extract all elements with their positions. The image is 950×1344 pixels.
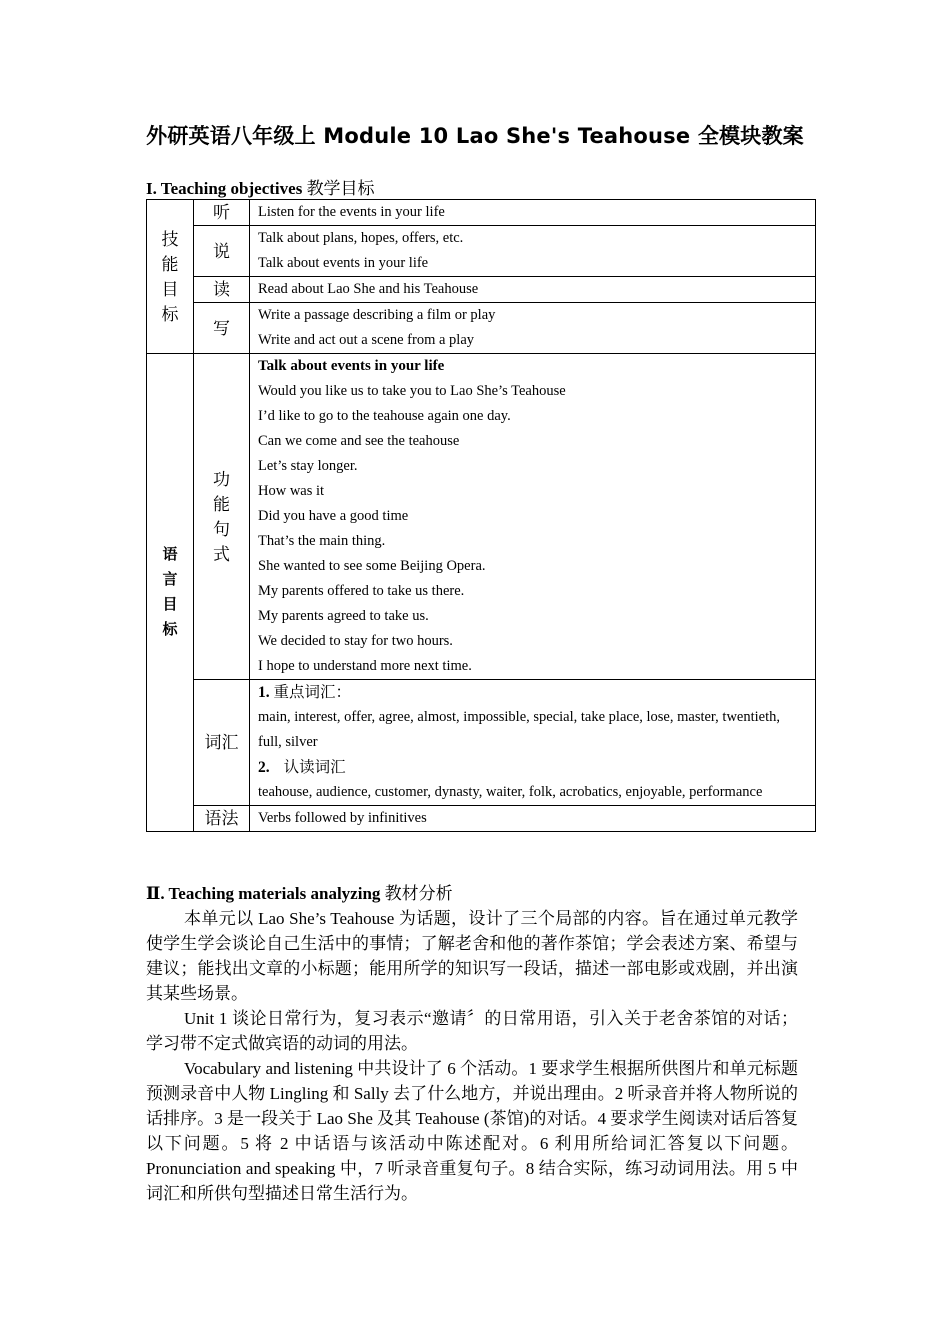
skill-label-speaking: 说: [194, 226, 250, 277]
skills-category-char: 目: [161, 279, 179, 299]
skills-category-char: 能: [161, 254, 179, 274]
analysis-paragraph: Unit 1 谈论日常行为，复习表示“邀请〞的日常用语，引入关于老舍茶馆的对话；学习带不定式做宾语的动词的用法。: [146, 1009, 798, 1053]
section-heading-materials-en: Ⅱ. Teaching materials analyzing: [146, 884, 381, 903]
skill-label-listening: 听: [194, 200, 250, 226]
section-heading-objectives-cn: 教学目标: [302, 179, 375, 198]
grammar-content: [250, 806, 816, 832]
key-vocabulary-heading: [258, 680, 807, 705]
function-sentence: We decided to stay for two hours.: [258, 633, 453, 649]
section-heading-materials-cn: 教材分析: [380, 884, 453, 903]
function-sentence: That’s the main thing.: [258, 533, 386, 549]
analysis-paragraph: Vocabulary and listening 中共设计了 6 个活动。1 要求学生根据所供图片和单元标题预测录音中人物 Lingling 和 Sally 去了什么地方，并说出理由。2 听录音并将人物所说的话排序。3 是一段关于 Lao She 及其 Teahouse (茶馆)的对话。4 要求学生阅读对话后答复以下问题。5 将 2 中话语与该活动中陈述配对。6 利用所给词汇答复以下问题。Pronunciation and speaking 中，7 听录音重复句子。8 结合实际，练习动词用法。用 5 中词汇和所供句型描述日常生活行为。: [146, 1059, 798, 1203]
table-row: [147, 226, 816, 277]
section-heading-objectives-en: I. Teaching objectives: [146, 179, 303, 198]
reading-vocabulary-title: 认读词汇: [283, 759, 346, 776]
skill-content-reading: [250, 277, 816, 303]
objective-line: Listen for the events in your life: [258, 204, 445, 220]
functions-heading: Talk about events in your life: [258, 358, 445, 374]
functions-label-char: 功: [213, 469, 230, 489]
language-category-char: 言: [162, 571, 178, 588]
section-heading-materials: [146, 879, 453, 904]
skills-category-cell: [147, 200, 194, 354]
analysis-paragraph: 本单元以 Lao She’s Teahouse 为话题，设计了三个局部的内容。旨在通过单元教学使学生学会谈论自己生活中的事情；了解老舍和他的著作茶馆；学会表述方案、希望与建议；能找出文章的小标题；能用所学的知识写一段话，描述一部电影或戏剧，并出演其某些场景。: [146, 909, 798, 1003]
vocabulary-label: 词汇: [194, 680, 250, 806]
key-vocabulary-title: 重点词汇：: [269, 684, 352, 701]
functions-label-char: 句: [213, 519, 230, 539]
skill-label-writing: 写: [194, 303, 250, 354]
function-sentence: Let’s stay longer.: [258, 458, 358, 474]
skill-content-listening: [250, 200, 816, 226]
objectives-table: [146, 199, 816, 832]
function-sentence: Would you like us to take you to Lao She’s Teahouse: [258, 383, 566, 399]
skill-content-speaking: [250, 226, 816, 277]
function-sentence: I’d like to go to the teahouse again one day.: [258, 408, 511, 424]
reading-vocabulary-heading: [258, 755, 807, 780]
skills-category-char: 标: [161, 304, 179, 324]
functions-label-cell: [194, 354, 250, 680]
grammar-label: 语法: [194, 806, 250, 832]
table-row: [147, 303, 816, 354]
objective-line: Write and act out a scene from a play: [258, 332, 475, 348]
vocabulary-content: [250, 680, 816, 806]
function-sentence: Can we come and see the teahouse: [258, 433, 460, 449]
functions-content: [250, 354, 816, 680]
page-title: 外研英语八年级上 Module 10 Lao She's Teahouse 全模块教案: [146, 124, 804, 148]
language-category-char: 标: [162, 621, 178, 638]
function-sentence: How was it: [258, 483, 325, 499]
table-row: [147, 354, 816, 680]
table-row: [147, 806, 816, 832]
materials-analysis: [146, 906, 798, 1206]
language-category-char: 目: [162, 596, 178, 613]
grammar-text: Verbs followed by infinitives: [258, 810, 427, 826]
key-vocabulary-number: 1.: [258, 684, 270, 701]
reading-vocabulary-words: teahouse, audience, customer, dynasty, waiter, folk, acrobatics, enjoyable, performance: [258, 784, 763, 800]
functions-label-char: 能: [213, 494, 230, 514]
language-category-cell: [147, 354, 194, 832]
objective-line: Talk about plans, hopes, offers, etc.: [258, 230, 464, 246]
language-category-char: 语: [162, 546, 178, 563]
table-row: [147, 200, 816, 226]
function-sentence: My parents agreed to take us.: [258, 608, 429, 624]
reading-vocabulary-number: 2.: [258, 759, 270, 776]
objective-line: Talk about events in your life: [258, 255, 429, 271]
table-row: [147, 680, 816, 806]
key-vocabulary-words: main, interest, offer, agree, almost, impossible, special, take place, lose, master, twentieth, full, silver: [258, 709, 781, 750]
functions-label-char: 式: [213, 544, 230, 564]
objective-line: Write a passage describing a film or play: [258, 307, 496, 323]
section-heading-objectives: [146, 174, 375, 199]
function-sentence: My parents offered to take us there.: [258, 583, 465, 599]
function-sentence: She wanted to see some Beijing Opera.: [258, 558, 486, 574]
function-sentence: I hope to understand more next time.: [258, 658, 472, 674]
skill-label-reading: 读: [194, 277, 250, 303]
skills-category-char: 技: [161, 229, 179, 249]
function-sentence: Did you have a good time: [258, 508, 409, 524]
objective-line: Read about Lao She and his Teahouse: [258, 281, 479, 297]
table-row: [147, 277, 816, 303]
skill-content-writing: [250, 303, 816, 354]
